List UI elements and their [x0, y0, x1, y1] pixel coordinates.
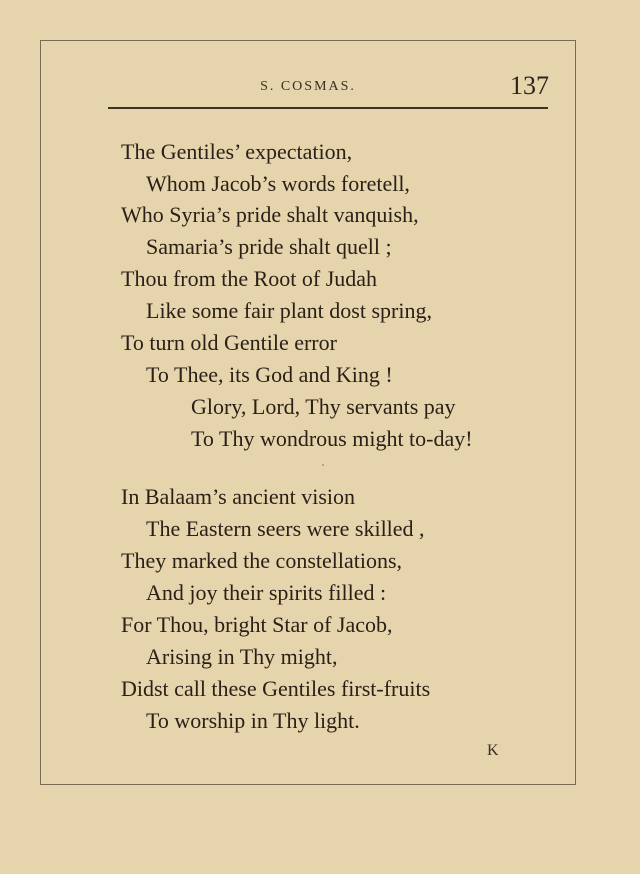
stanza-1-line-8: To Thee, its God and King !	[146, 362, 393, 387]
stanza-2-line-7: Didst call these Gentiles first-fruits	[121, 676, 431, 701]
header-rule	[108, 107, 548, 109]
stanza-2-line-5: For Thou, bright Star of Jacob,	[121, 612, 393, 637]
stanza-2-line-8: To worship in Thy light.	[146, 708, 360, 733]
stanza-2-line-6: Arising in Thy might,	[146, 644, 338, 669]
stanza-1-line-2: Whom Jacob’s words foretell,	[146, 171, 410, 196]
stanza-2-line-1: In Balaam’s ancient vision	[121, 484, 355, 509]
signature-mark: K	[487, 742, 499, 759]
stanza-1-line-1: The Gentiles’ expectation,	[121, 139, 353, 164]
paper-speck	[322, 464, 324, 466]
stanza-1-line-6: Like some fair plant dost spring,	[146, 298, 432, 323]
stanza-1-line-7: To turn old Gentile error	[121, 330, 337, 355]
stanza-2-line-2: The Eastern seers were skilled ,	[146, 516, 425, 541]
page-frame	[40, 40, 576, 785]
stanza-1-line-4: Samaria’s pride shalt quell ;	[146, 234, 392, 259]
stanza-2-line-4: And joy their spirits filled :	[146, 580, 387, 605]
stanza-1-line-3: Who Syria’s pride shalt vanquish,	[121, 202, 419, 227]
stanza-2-line-3: They marked the constellations,	[121, 548, 403, 573]
stanza-1-line-10: To Thy wondrous might to-day!	[191, 426, 473, 451]
stanza-1-line-5: Thou from the Root of Judah	[121, 266, 378, 291]
stanza-1-line-9: Glory, Lord, Thy servants pay	[191, 394, 456, 419]
page-number: 137	[510, 71, 549, 100]
running-head	[41, 71, 575, 109]
header-title: S. COSMAS.	[260, 79, 356, 94]
